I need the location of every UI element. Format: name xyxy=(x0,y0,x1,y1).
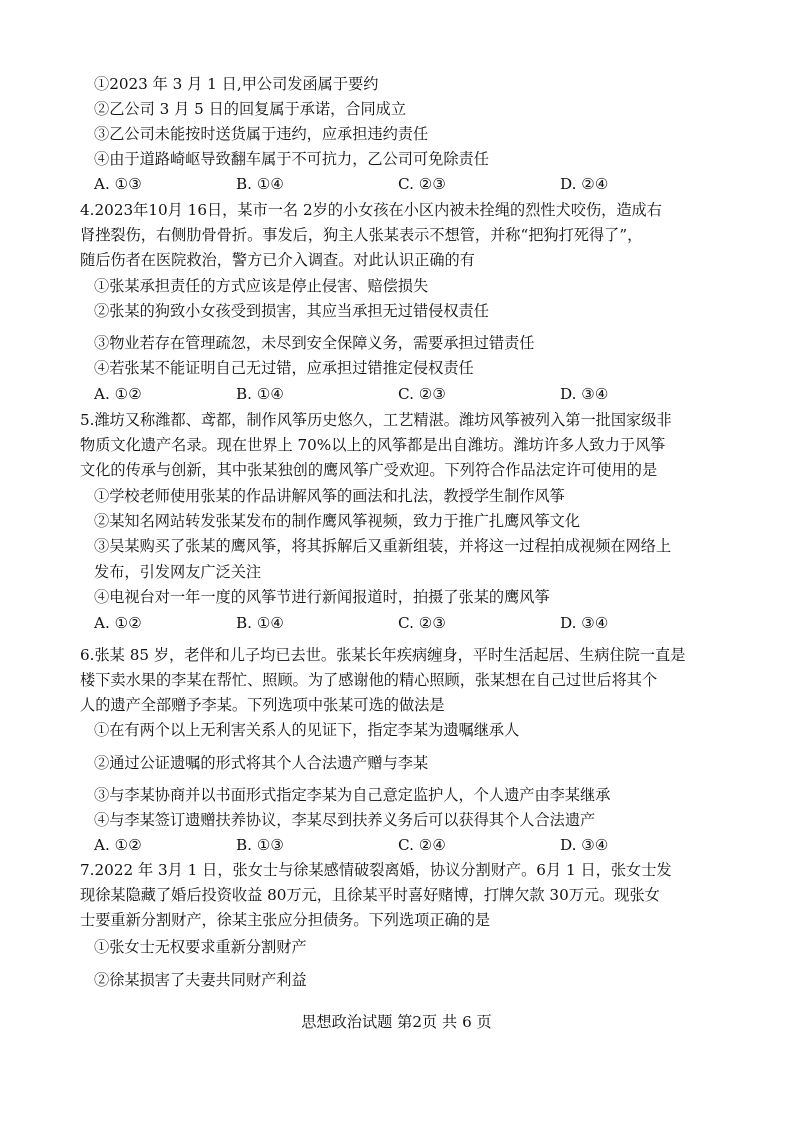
statement-line: ②张某的狗致小女孩受到损害，其应当承担无过错侵权责任 xyxy=(94,302,489,320)
statement-line: ③吴某购买了张某的鹰风筝，将其拆解后又重新组装，并将这一过程拍成视频在网络上 xyxy=(94,537,672,555)
statement-line: 发布，引发网友广泛关注 xyxy=(94,563,262,581)
option-b: B. ①④ xyxy=(236,385,285,403)
question-4-stem: 肾挫裂伤，右侧肋骨骨折。事发后，狗主人张某表示不想管，并称“把狗打死得了”， xyxy=(80,226,643,244)
answer-options xyxy=(94,384,714,404)
option-a: A. ①② xyxy=(94,385,142,403)
option-c: C. ②④ xyxy=(398,836,446,854)
question-5-stem: 文化的传承与创新，其中张某独创的鹰风筝广受欢迎。下列符合作品法定许可使用的是 xyxy=(80,461,658,479)
statement-line: ①在有两个以上无利害关系人的见证下，指定李某为遗嘱继承人 xyxy=(94,721,520,739)
option-d: D. ②④ xyxy=(560,175,609,193)
option-c: C. ②③ xyxy=(398,175,446,193)
option-b: B. ①④ xyxy=(236,614,285,632)
question-5-stem: 物质文化遗产名录。现在世界上 70%以上的风筝都是出自潍坊。潍坊许多人致力于风筝 xyxy=(80,436,666,454)
option-a: A. ①③ xyxy=(94,175,142,193)
question-4-stem: 随后伤者在医院救治，警方已介入调查。对此认识正确的有 xyxy=(80,251,475,269)
question-5-stem: 5.潍坊又称潍都、鸢都，制作风筝历史悠久，工艺精湛。潍坊风筝被列入第一批国家级非 xyxy=(80,411,672,429)
answer-options xyxy=(94,835,714,855)
statement-line: ④若张某不能证明自己无过错，应承担过错推定侵权责任 xyxy=(94,359,474,377)
question-6-stem: 楼下卖水果的李某在帮忙、照顾。为了感谢他的精心照顾，张某想在自己过世后将其个 xyxy=(80,671,658,689)
question-7-stem: 现徐某隐藏了婚后投资收益 80万元，且徐某平时喜好赌博，打牌欠款 30万元。现张女 xyxy=(80,886,660,904)
option-c: C. ②③ xyxy=(398,385,446,403)
statement-line: ③物业若存在管理疏忽，未尽到安全保障义务，需要承担过错责任 xyxy=(94,334,535,352)
option-d: D. ③④ xyxy=(560,614,609,632)
page-footer: 思想政治试题 第2页 共 6 页 xyxy=(301,1013,492,1031)
statement-line: ④电视台对一年一度的风筝节进行新闻报道时，拍摄了张某的鹰风筝 xyxy=(94,588,550,606)
option-a: A. ①② xyxy=(94,836,142,854)
statement-line: ④与李某签订遗赠扶养协议，李某尽到扶养义务后可以获得其个人合法遗产 xyxy=(94,811,596,829)
statement-line: ①学校老师使用张某的作品讲解风筝的画法和扎法，教授学生制作风筝 xyxy=(94,487,565,505)
option-b: B. ①④ xyxy=(236,175,285,193)
answer-options xyxy=(94,613,714,633)
statement-line: ①2023 年 3 月 1 日,甲公司发函属于要约 xyxy=(94,75,379,93)
statement-line: ③乙公司未能按时送货属于违约，应承担违约责任 xyxy=(94,125,429,143)
option-a: A. ①② xyxy=(94,614,142,632)
statement-line: ②徐某损害了夫妻共同财产利益 xyxy=(94,971,307,989)
question-6-stem: 人的遗产全部赠予李某。下列选项中张某可选的做法是 xyxy=(80,696,445,714)
statement-line: ③与李某协商并以书面形式指定李某为自己意定监护人，个人遗产由李某继承 xyxy=(94,786,611,804)
option-d: D. ③④ xyxy=(560,836,609,854)
option-d: D. ③④ xyxy=(560,385,609,403)
question-6-stem: 6.张某 85 岁，老伴和儿子均已去世。张某长年疾病缠身，平时生活起居、生病住院一直是 xyxy=(80,646,686,664)
statement-line: ①张女士无权要求重新分割财产 xyxy=(94,938,307,956)
answer-options xyxy=(94,174,714,194)
statement-line: ①张某承担责任的方式应该是停止侵害、赔偿损失 xyxy=(94,277,429,295)
question-4-stem: 4.2023年10月 16日，某市一名 2岁的小女孩在小区内被未拴绳的烈性犬咬伤，造成右 xyxy=(80,201,662,219)
statement-line: ②乙公司 3 月 5 日的回复属于承诺，合同成立 xyxy=(94,100,407,118)
question-7-stem: 士要重新分割财产，徐某主张应分担债务。下列选项正确的是 xyxy=(80,911,491,929)
option-c: C. ②③ xyxy=(398,614,446,632)
statement-line: ④由于道路崎岖导致翻车属于不可抗力，乙公司可免除责任 xyxy=(94,150,489,168)
statement-line: ②通过公证遗嘱的形式将其个人合法遗产赠与李某 xyxy=(94,754,429,772)
option-b: B. ①③ xyxy=(236,836,285,854)
question-7-stem: 7.2022 年 3月 1 日，张女士与徐某感情破裂离婚，协议分割财产。6月 1 日，张女士发 xyxy=(80,861,672,879)
statement-line: ②某知名网站转发张某发布的制作鹰风筝视频，致力于推广扎鹰风筝文化 xyxy=(94,512,580,530)
